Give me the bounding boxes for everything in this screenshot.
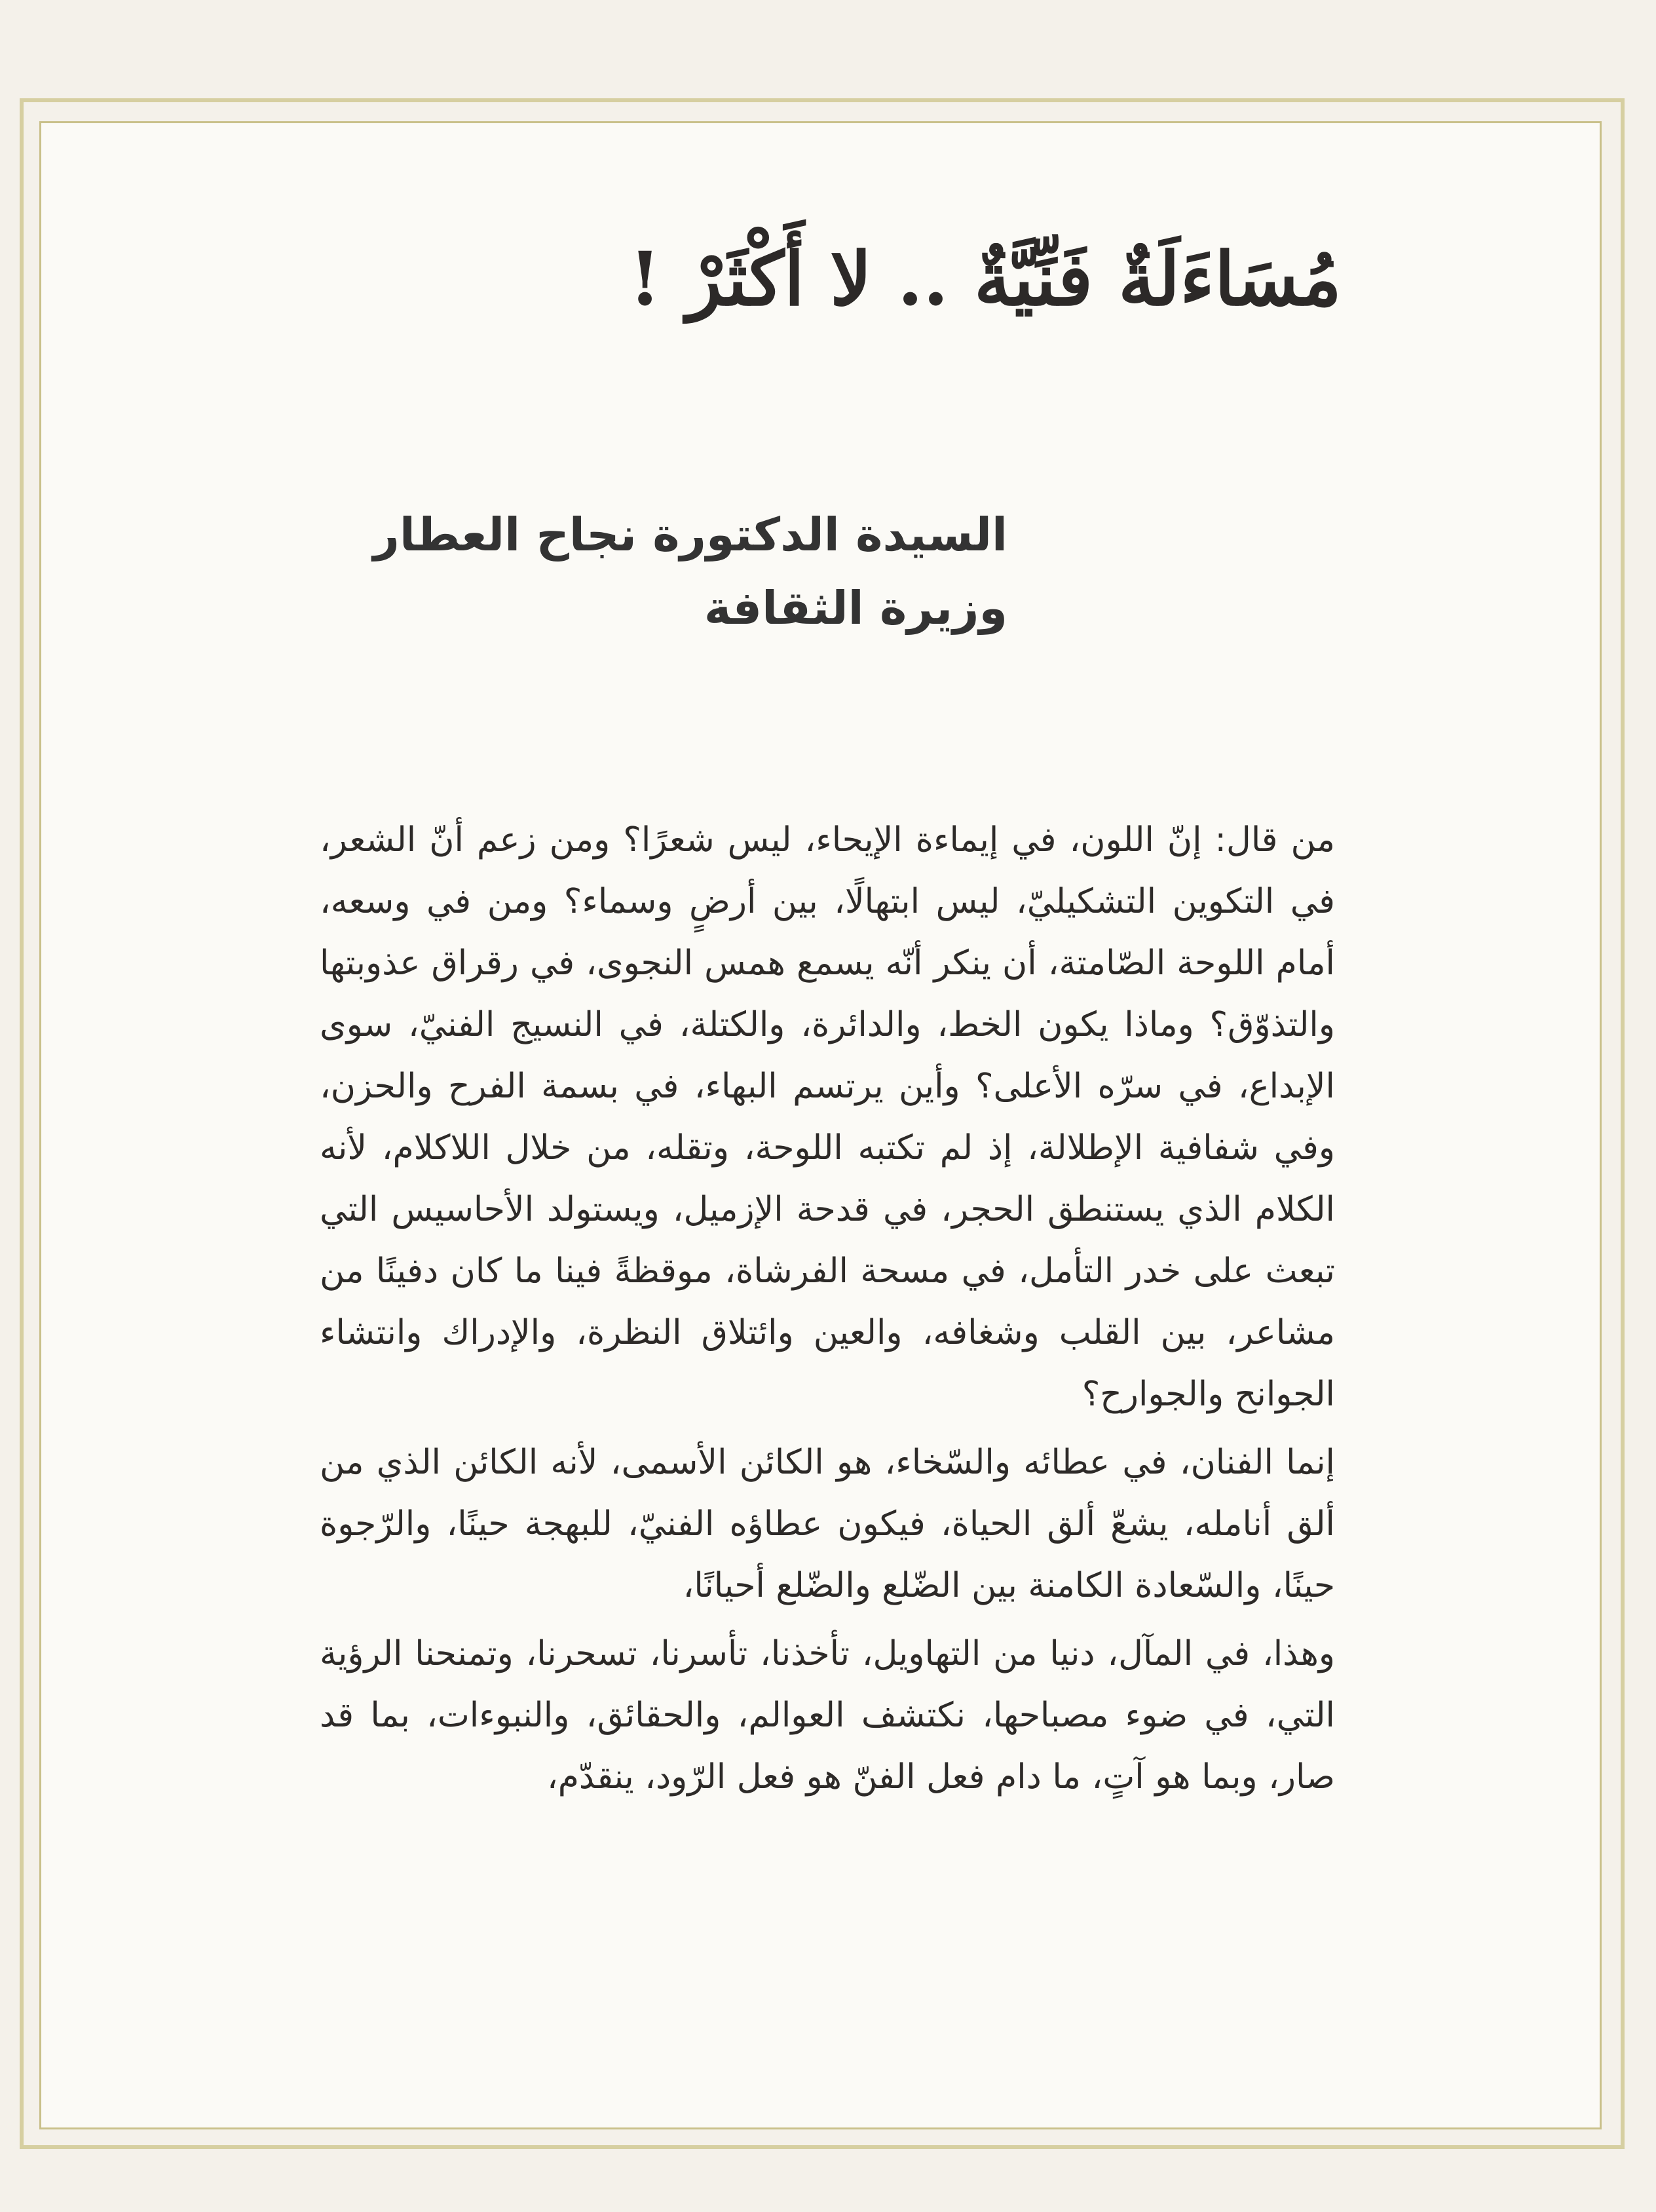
paragraph-3: وهذا، في المآل، دنيا من التهاويل، تأخذنا، تأسرنا، تسحرنا، وتمنحنا الرؤية التي، في ضوء مصباحها، نكتشف العوالم، والحقائق، والنبوءات، بما قد صار، وبما هو آتٍ، ما دام فعل الفنّ هو فعل الرّود، ينقدّم،	[320, 1634, 1335, 1797]
addressee-block	[156, 498, 1007, 645]
article-body	[320, 809, 1335, 1808]
addressee-name: السيدة الدكتورة نجاح العطار	[373, 508, 1007, 562]
paragraph-1: من قال: إنّ اللون، في إيماءة الإيحاء، ليس شعرًا؟ ومن زعم أنّ الشعر، في التكوين التشكيليّ، ليس ابتهالًا، بين أرضٍ وسماء؟ ومن في وسعه، أمام اللوحة الصّامتة، أن ينكر أنّه يسمع همس النجوى، في رقراق عذوبتها والتذوّق؟ وماذا يكون الخط، والدائرة، والكتلة، في النسيج الفنيّ، سوى الإبداع، في سرّه الأعلى؟ وأين يرتسم البهاء، في بسمة الفرح والحزن، وفي شفافية الإطلالة، إذ لم تكتبه اللوحة، وتقله، من خلال اللاكلام، لأنه الكلام الذي يستنطق الحجر، في قدحة الإزميل، ويستولد الأحاسيس التي تبعث على خدر التأمل، في مسحة الفرشاة، موقظةً فينا ما كان دفينًا من مشاعر، بين القلب وشغافه، والعين وائتلاق النظرة، والإدراك وانتشاء الجوانح والجوارح؟	[320, 820, 1335, 1414]
paragraph-2: إنما الفنان، في عطائه والسّخاء، هو الكائن الأسمى، لأنه الكائن الذي من ألق أنامله، يشعّ ألق الحياة، فيكون عطاؤه الفنيّ، للبهجة حينًا، والرّجوة حينًا، والسّعادة الكامنة بين الضّلع والضّلع أحيانًا،	[320, 1443, 1335, 1605]
page-title: مُسَاءَلَةٌ فَنِّيَّةٌ .. لا أَكْثَرْ !	[628, 237, 1342, 322]
addressee-position: وزيرة الثقافة	[704, 581, 1007, 635]
